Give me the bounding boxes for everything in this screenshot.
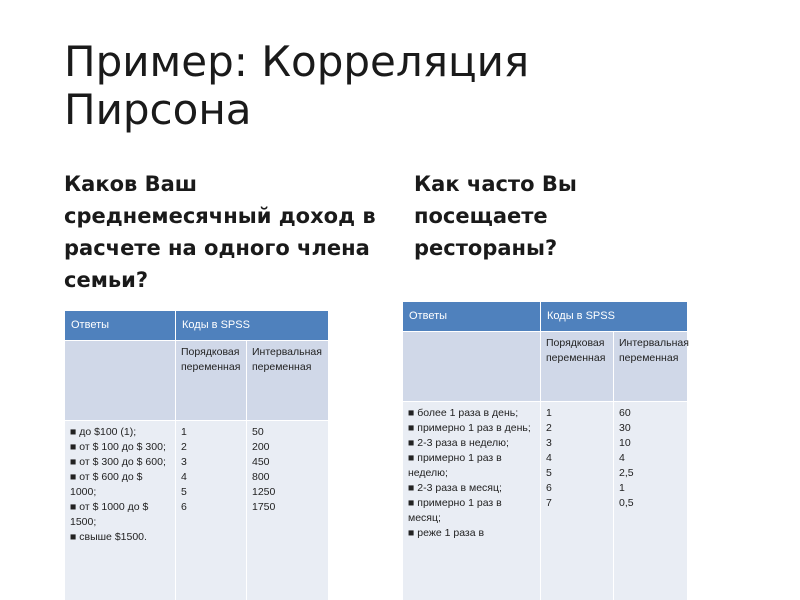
ordinal-code: 5: [546, 467, 552, 479]
answer-item: ■ до $100 (1);: [70, 426, 137, 438]
answer-item: ■ от $ 100 до $ 300;: [70, 441, 166, 453]
interval-code: 200: [252, 441, 270, 453]
interval-codes-cell: [247, 421, 329, 600]
answers-header: Ответы: [403, 302, 541, 332]
table-header-row: [65, 311, 329, 341]
interval-code: 30: [619, 422, 631, 434]
answers-cell: [65, 421, 176, 600]
interval-code: 50: [252, 426, 264, 438]
answers-cell: [403, 402, 541, 600]
interval-code: 1: [619, 482, 625, 494]
ordinal-code: 5: [181, 486, 187, 498]
answers-header: Ответы: [65, 311, 176, 341]
interval-code: 2,5: [619, 467, 634, 479]
interval-code: 60: [619, 407, 631, 419]
ordinal-variable-header: Порядковая переменная: [176, 341, 247, 421]
ordinal-code: 6: [181, 501, 187, 513]
empty-cell: [65, 341, 176, 421]
ordinal-code: 3: [546, 437, 552, 449]
table-subheader-row: [403, 332, 688, 402]
ordinal-code: 3: [181, 456, 187, 468]
interval-variable-header: Интервальная переменная: [247, 341, 329, 421]
table-row: [403, 402, 688, 600]
answer-item: ■ 2-3 раза в неделю;: [408, 437, 509, 449]
ordinal-code: 1: [181, 426, 187, 438]
interval-variable-header: Интервальная переменная: [614, 332, 688, 402]
ordinal-variable-header: Порядковая переменная: [541, 332, 614, 402]
restaurant-codes-table: [402, 301, 688, 600]
slide-title: Пример: Корреляция Пирсона: [64, 37, 530, 134]
answer-item: ■ от $ 300 до $ 600;: [70, 456, 166, 468]
ordinal-code: 6: [546, 482, 552, 494]
interval-codes-cell: [614, 402, 688, 600]
income-question: Каков Ваш среднемесячный доход в расчете на одного члена семьи?: [64, 172, 376, 292]
interval-code: 800: [252, 471, 270, 483]
answer-item: ■ от $ 1000 до $ 1500;: [70, 501, 149, 528]
interval-code: 0,5: [619, 497, 634, 509]
ordinal-code: 1: [546, 407, 552, 419]
answer-item: ■ примерно 1 раз в день;: [408, 422, 531, 434]
answer-item: ■ примерно 1 раз в месяц;: [408, 497, 502, 524]
answer-item: ■ более 1 раза в день;: [408, 407, 519, 419]
restaurant-question: Как часто Вы посещаете рестораны?: [414, 172, 577, 260]
ordinal-code: 2: [181, 441, 187, 453]
answer-item: ■ 2-3 раза в месяц;: [408, 482, 502, 494]
answer-item: ■ реже 1 раза в: [408, 527, 485, 539]
table-header-row: [403, 302, 688, 332]
answer-item: ■ примерно 1 раз в неделю;: [408, 452, 502, 479]
ordinal-code: 4: [181, 471, 187, 483]
spss-codes-header: Коды в SPSS: [176, 311, 329, 341]
table-subheader-row: [65, 341, 329, 421]
ordinal-code: 7: [546, 497, 552, 509]
table-row: [65, 421, 329, 600]
interval-code: 450: [252, 456, 270, 468]
empty-cell: [403, 332, 541, 402]
answer-item: ■ свыше $1500.: [70, 531, 147, 543]
ordinal-code: 2: [546, 422, 552, 434]
interval-code: 1750: [252, 501, 276, 513]
spss-codes-header: Коды в SPSS: [541, 302, 688, 332]
answer-item: ■ от $ 600 до $ 1000;: [70, 471, 143, 498]
ordinal-codes-cell: [176, 421, 247, 600]
ordinal-codes-cell: [541, 402, 614, 600]
interval-code: 1250: [252, 486, 276, 498]
interval-code: 4: [619, 452, 625, 464]
income-codes-table: [64, 310, 329, 600]
ordinal-code: 4: [546, 452, 552, 464]
interval-code: 10: [619, 437, 631, 449]
